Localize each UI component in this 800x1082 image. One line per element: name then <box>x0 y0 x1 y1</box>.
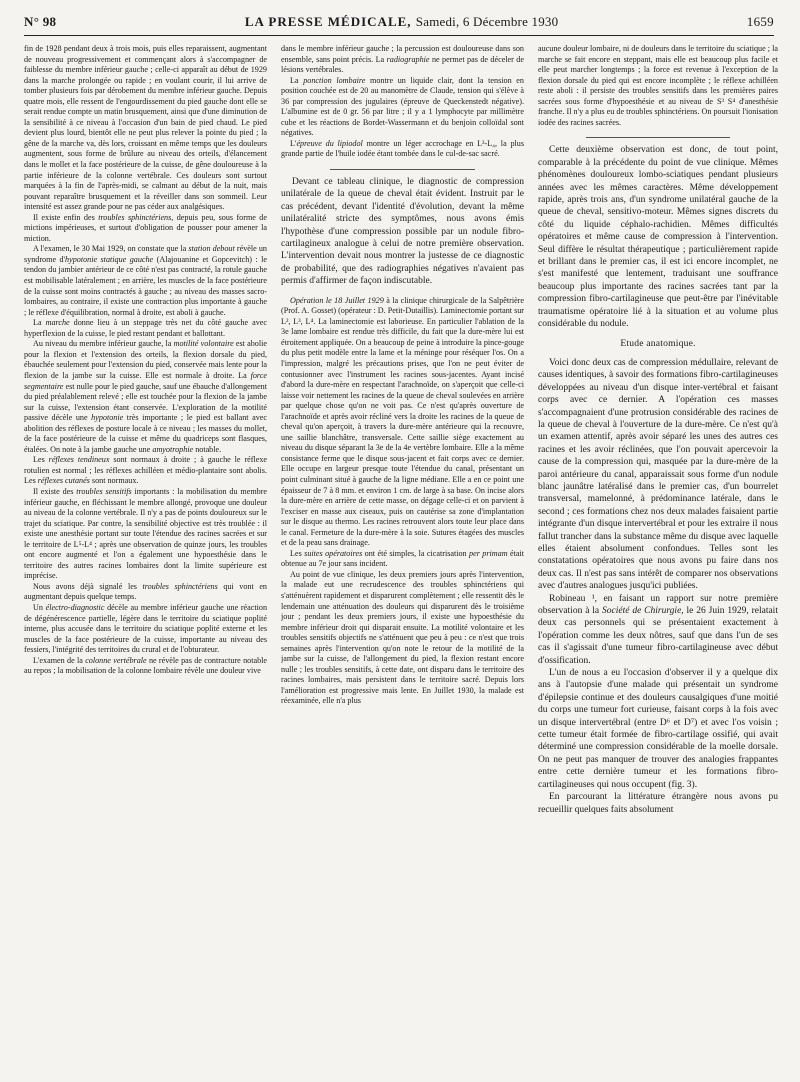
section-divider <box>330 169 476 170</box>
paragraph: La ponction lombaire montre un liquide clair, dont la tension en position couchée est de 20 au manomètre de Claude, tension qui s'élève à 36 par compression des jugulaires (épreuve de Queckenstedt négative). L'albumine est de 0 gr. 56 par litre ; il y a 1 lymphocyte par millimètre cube et les réactions de Bordet-Wassermann et du benjoin colloïdal sont négatives. <box>281 75 524 138</box>
paragraph: Il existe enfin des troubles sphinctériens, depuis peu, sous forme de mictions impérieuses, et surtout d'obligation de pousser pour amener la miction. <box>24 212 267 243</box>
section-divider <box>586 137 730 138</box>
paragraph: L'épreuve du lipiodol montre un léger accrochage en L³-L₄, la plus grande partie de l'huile iodée étant tombée dans le cul-de-sac sacré. <box>281 138 524 159</box>
column-1 <box>24 44 267 1068</box>
discussion-block <box>281 176 524 288</box>
page-number: 1659 <box>746 14 774 29</box>
paragraph: Opération le 18 Juillet 1929 à la clinique chirurgicale de la Salpêtrière (Prof. A. Gosset) (opérateur : D. Petit-Dutaillis). Laminectomie portant sur L², L³, L⁴. La laminectomie est laborieuse. En particulier l'ablation de la 3e lame lombaire est rendue très difficile, du fait que la dure-mère lui est étroitement appliquée. On a beaucoup de peine à introduire la pince-gouge du plus petit modèle entre la lame et la méninge pour réséquer l'os. On a l'impression, malgré les précautions prises, que l'on ne peut éviter de contusionner avec l'instrument les racines sous-jacentes. Ayant incisé d'abord la dure-mère en respectant l'arachnoïde, on s'aperçoit que celle-ci laisse voir nettement les racines de la queue de cheval soulevées en arrière par quelque chose qu'on ne voit pas. Ce n'est qu'après ouverture de l'arachnoïde et après avoir récliné vers la droite les racines de la queue de cheval qu'on aperçoit, à travers la dure-mère antérieure qui la recouvre, une saillie blanchâtre, transversale. Cette saillie siège exactement au niveau du disque séparant la 3e de la 4e vertèbre lombaire. Elle a la même consistance ferme que le disque sous-jacent et fait corps avec ce dernier. Elle occupe en largeur presque toute l'étendue du canal, présentant un point culminant situé à gauche de la ligne médiane. Elle a en ce point une épaisseur de 7 à 8 mm. et environ 1 cm. de large à sa base. On incise alors la dure-mère en arrière de cette masse, on dégage celle-ci et on parvient à l'exciser en masse aux ciseaux, puis on cautérise sa zone d'implantation sur le disque au thermo. Les racines retrouvent alors toute leur place dans le canal. Fermeture de la dure-mère à la soie. Sutures étagées des muscles et de la peau sans drainage. <box>281 295 524 548</box>
section-heading: Etude anatomique. <box>620 338 696 350</box>
page-header <box>24 14 774 36</box>
paragraph: dans le membre inférieur gauche ; la percussion est douloureuse dans son ensemble, sans point précis. La radiographie ne permet pas de déceler de lésions vertébrales. <box>281 44 524 75</box>
paragraph: L'examen de la colonne vertébrale ne révèle pas de contracture notable au repos ; la mobilisation de la colonne lombaire révèle une douleur vive <box>24 655 267 676</box>
publication-date: Samedi, 6 Décembre 1930 <box>415 14 559 29</box>
publication-title <box>245 14 559 30</box>
column-2 <box>281 44 524 1068</box>
paragraph: Cette deuxième observation est donc, de tout point, comparable à la précédente du point de vue clinique. Mêmes phénomènes douloureux lombo-sciatiques pendant plusieurs années avec les mêmes caractères. Même développement rapide, après trois ans, d'un syndrome unilatéral gauche de la queue de cheval, sensitivo-moteur. Mêmes signes discrets du côté du liquide céphalo-rachidien. Mêmes difficultés opératoires et même cause de compression à l'intervention. Seul diffère le résultat thérapeutique ; particulièrement rapide et brillant dans le premier cas, il est ici encore incomplet, ne s'est manifesté que lentement, traduisant une souffrance beaucoup plus importante des racines sacrées tant par la compression fibro-cartilagineuse que peut-être par l'inévitable traumatisme opératoire lié à la situation et au volume plus considérable du nodule. <box>538 145 778 330</box>
paragraph: Devant ce tableau clinique, le diagnostic de compression unilatérale de la queue de cheval était évident. Instruit par le cas précédent, devant l'identité d'évolution, devant la même unilatéralité stricte des symptômes, nous avons émis l'hypothèse d'une compression possible par un nodule fibro-cartilagineux analogue à celui de notre première observation. L'intervention devait nous montrer la justesse de ce diagnostic de probabilité, que des radiographies négatives n'avaient pas permis d'affirmer de façon indiscutable. <box>281 177 524 287</box>
paragraph: Nous avons déjà signalé les troubles sphinctériens qui vont en augmentant depuis quelque temps. <box>24 581 267 602</box>
publication-name: LA PRESSE MÉDICALE, <box>244 14 412 29</box>
discussion-block <box>538 144 778 816</box>
paragraph: Il existe des troubles sensitifs importants : la mobilisation du membre inférieur gauche, en fléchissant le membre allongé, provoque une douleur au niveau de la colonne vertébrale. Il n'y a pas de points douloureux sur le trajet du sciatique. Par contre, la sensibilité objective est très troublée : il existe une anesthésie portant sur toute l'étendue des racines sacrées et sur le territoire de L⁵-L⁴ ; après une observation de quinze jours, les troubles ont encore augmenté et l'on a également une hypoesthésie dans le territoire des autres racines lombaires dont la limite supérieure est imprécise. <box>24 486 267 581</box>
issue-number: N° 98 <box>24 14 57 29</box>
paragraph: Au point de vue clinique, les deux premiers jours après l'intervention, la malade eut une recrudescence des troubles sphinctériens qui s'atténuèrent rapidement et disparurent complètement ; elle ressentit dès le lendemain une atténuation des douleurs qui disparurent dès le troisième jour ; pendant les deux premiers jours, il existe une hypoesthésie du membre inférieur droit qui disparait ensuite. La motilité volontaire et les troubles sensitifs objectifs ne s'atténuent que peu à peu : ce n'est que trois semaines après l'intervention qu'on note le retour de la motilité de la jambe sur la cuisse, de l'allongement du pied, la flexion restant encore nulle ; les troubles sensitifs, à cette date, ont disparu dans le territoire des racines lombaires, mais persistent dans le territoire sacré. Depuis lors l'amélioration est progressive mais lente. En Juillet 1930, la malade est réexaminée, elle n'a plus <box>281 569 524 706</box>
paragraph: Les réflexes tendineux sont normaux à droite ; à gauche le réflexe rotulien est normal ; les réflexes achilléen et médio-plantaire sont abolis. Les réflexes cutanés sont normaux. <box>24 455 267 486</box>
paragraph: Robineau ¹, en faisant un rapport sur notre première observation à la Société de Chirurgie, le 26 Juin 1929, relatait deux cas personnels qui se présentaient exactement à l'opération comme les deux nôtres, sauf que dans l'un de ses cas il s'agissait d'une tumeur fibro-cartilagineuse avec début d'ossification. <box>538 593 778 666</box>
paragraph: A l'examen, le 30 Mai 1929, on constate que la station debout révèle un syndrome d'hypotonie statique gauche (Alajouanine et Gopcevitch) : le tendon du jambier antérieur de ce côté n'est pas contracté, la rotule gauche est mobilisable latéralement ; en arrière, les muscles de la face postérieure de la cuisse sont moins contractés à gauche ; au niveau des masses sacro-lombaires, au contraire, il existe une contraction plus importante à gauche ; le réflexe d'équilibration, normal à droite, est aboli à gauche. <box>24 244 267 317</box>
paragraph: En parcourant la littérature étrangère nous avons pu recueillir quelques faits absolument <box>538 792 778 815</box>
paragraph: fin de 1928 pendant deux à trois mois, puis elles reparaissent, augmentant de nouveau progressivement et commençant alors à s'accompagner de faiblesse du membre inférieur gauche ; celle-ci apparaît au début de 1929 dans la marche prolongée ou rapide ; en voulant courir, il lui arrive de tomber plusieurs fois par dérobement du membre inférieur gauche. Depuis quatre mois, elle ressent de l'engourdissement du pied gauche dont elle se serait rendue compte un matin brusquement, ainsi que d'une diminution de la sensibilité à ce niveau à l'occasion d'un bain de pied chaud. Le pied devient plus lourd, bientôt elle ne peut plus relever la pointe du pied ; la gêne de la marche va, dès lors, croissant en même temps que les douleurs augmentent, sous forme de brûlure au niveau des orteils, d'élancement dans le mollet et la face postérieure de la cuisse, de gêne douloureuse à la partie inférieure de la colonne vertébrale. Ces douleurs sont surtout marquées à la fin de l'après-midi, se calmant au début de la nuit, mais pouvant reparaître brusquement et la réveiller dans son sommeil. Leur intensité est assez grande pour ne pas céder aux analgésiques. <box>24 44 267 212</box>
paragraph: Au niveau du membre inférieur gauche, la motilité volontaire est abolie pour la flexion et l'extension des orteils, la flexion dorsale du pied, ébauchée seulement pour l'extension du pied, conservée mais lente pour la flexion de la jambe sur la cuisse. Elle est normale à droite. La force segmentaire est nulle pour le pied gauche, sauf une ébauche d'allongement du pied préalablement relevé ; elle est touchée pour la flexion de la jambe sur la cuisse, l'extension étant conservée. L'exploration de la motilité passive décèle une hypotonie très importante ; le pied est ballant avec abolition des réflexes de posture locale à ce niveau ; les masses du mollet, de la face postérieure de la cuisse et même du quadriceps sont flasques, étalées. On note à la jambe gauche une amyotrophie notable. <box>24 339 267 454</box>
paragraph: L'un de nous a eu l'occasion d'observer il y a quelque dix ans à l'autopsie d'une malade qui présentait un syndrome d'épilepsie continue et des douleurs causalgiques d'une moitié du corps une tumeur fort curieuse, faisant corps à la fois avec un disque intervertébral (entre D⁶ et D⁷) et avec l'os voisin ; cette tumeur était formée de fibro-cartilage ossifié, qui avait déterminé une compression considérable de la moelle dorsale. On ne peut pas manquer de trouver des analogies frappantes entre cette dernière tumeur et les formations fibro-cartilagineuses qui nous occupent (fig. 3). <box>538 668 778 790</box>
paragraph: Voici donc deux cas de compression médullaire, relevant de causes identiques, à savoir des formations fibro-cartilagineuses développées au niveau d'un disque inter-vertébral et faisant corps avec ce dernier. A l'opération ces masses s'accompagnaient d'une protrusion considérable des racines de la queue de cheval à l'ouverture de la dure-mère. Ce n'est qu'à un examen attentif, après avoir séparé les unes des autres ces racines et les avoir réclinées, que l'on pouvait apercevoir la cause de la compression qui, masquée par la dure-mère de la paroi antérieure du canal, apparaissait sous forme d'un nodule blanc jaunâtre latéralisé dans le premier cas, d'un bourrelet transversal, mamelonné, à prédominance latérale, dans le second ; ces formations chez nos deux malades faisaient partie intégrante d'un disque intervertébral et pour les extraire il nous fallut trancher dans la substance même du disque avec laquelle elles étaient absolument confondues. Telles sont les constatations opératoires que nous avons pu faire dans nos deux cas. Il n'est pas sans intérêt de comparer nos observations avec d'autres analogues jusqu'ici publiées. <box>538 357 778 592</box>
paragraph: La marche donne lieu à un steppage très net du côté gauche avec hyperflexion de la cuisse, le pied restant pendant et ballottant. <box>24 318 267 338</box>
paragraph: Un électro-diagnostic décèle au membre inférieur gauche une réaction de dégénérescence partielle, légère dans le territoire du sciatique poplité interne, plus accusée dans le territoire du sciatique poplité externe et les muscles de la face postérieure de la cuisse, importante au niveau des fessiers, l'intégrité des territoires du crural et de l'obturateur. <box>24 602 267 655</box>
paragraph: Les suites opératoires ont été simples, la cicatrisation per primam était obtenue au 7e jour sans incident. <box>281 548 524 569</box>
column-3 <box>538 44 778 1068</box>
paragraph: aucune douleur lombaire, ni de douleurs dans le territoire du sciatique ; la marche se fait encore en steppant, mais elle est beaucoup plus facile et elle peut marcher longtemps ; la force est revenue à l'exception de la flexion dorsale du pied qui est encore incomplète ; le réflexe achilléen reste aboli : il persiste des troubles sensitifs dans les premières paires sacrées sous forme d'hypoesthésie et au niveau de S³ S⁴ d'anesthésie franche. Il n'y a plus eu de troubles sphinctériens. On poursuit l'ionisation iodée des racines sacrées. <box>538 44 778 127</box>
